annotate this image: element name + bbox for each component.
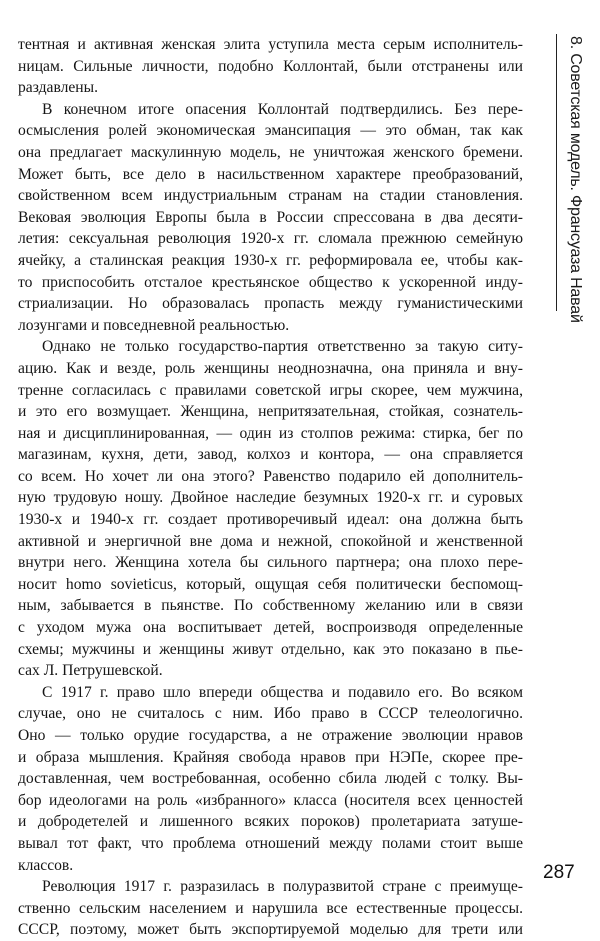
text-line: лозунгами и повседневной реальностью. [18, 316, 290, 334]
text-line: классов. [18, 856, 74, 874]
text-line: носит homo sovieticus, который, ощущая себя политически беспомощ- [18, 575, 523, 593]
paragraph [18, 876, 523, 941]
text-line: Революция 1917 г. разразилась в полуразвитой стране с преимуще- [42, 878, 523, 896]
page-number: 287 [543, 862, 575, 883]
text-line: 1930-х и 1940-х гг. создает противоречивый идеал: она должна быть [18, 511, 523, 529]
text-line: внутри него. Женщина хотела бы сильного партнера; она плохо пере- [18, 554, 523, 572]
text-line: сах Л. Петрушевской. [18, 662, 163, 680]
text-line: и добродетелей и лишенного всяких пороков) пролетариата затуше- [18, 813, 523, 831]
text-line: СССР, поэтому, может быть экспортируемой моделью для трети или [18, 921, 523, 939]
text-line: с уходом мужа она воспитывает детей, воспроизводя определенные [18, 619, 523, 637]
text-line: ным, забывается в пьянстве. По собственному желанию или в связи [18, 597, 523, 615]
text-line: С 1917 г. право шло впереди общества и подавило его. Во всяком [42, 683, 523, 701]
text-line: тентная и активная женская элита уступила места серым исполнитель- [18, 36, 523, 53]
text-line: Однако не только государство-партия ответственно за такую ситу- [42, 338, 523, 356]
running-head: 8. Советская модель. Франсуаза Навай [567, 36, 584, 323]
text-line: активной и энергичной вне дома и нежной, спокойной и женственной [18, 532, 523, 550]
text-line: и образа мышления. Крайняя свобода нравов при НЭПе, скорее пре- [18, 748, 523, 766]
text-line: магазинам, кухня, дети, завод, колхоз и контора, — она справляется [18, 446, 523, 464]
text-line: со всем. Но хочет ли она этого? Равенство подарило ей дополнитель- [18, 467, 523, 485]
paragraph [18, 99, 523, 337]
text-line: В конечном итоге опасения Коллонтай подтвердились. Без пере- [42, 100, 523, 118]
paragraph [18, 336, 523, 682]
text-line: и это его возмущает. Женщина, непритязательная, стойкая, сознатель- [18, 403, 523, 421]
text-line: Может быть, все дело в насильственном характере преобразований, [18, 165, 523, 183]
text-line: случае, оно не считалось с ним. Ибо право в СССР телеологично. [18, 705, 523, 723]
text-line: она предлагает маскулинную модель, не уничтожая женского бремени. [18, 143, 523, 161]
text-line: ная и дисциплинированная, — один из столпов режима: стирка, бег по [18, 424, 523, 442]
paragraph [18, 34, 523, 99]
text-line: летия: сексуальная революция 1920-х гг. сломала прежнюю семейную [18, 230, 523, 248]
paragraph [18, 682, 523, 876]
text-line: раздавлены. [18, 79, 99, 97]
text-line: ную трудовую ношу. Двойное наследие безумных 1920-х гг. и суровых [18, 489, 523, 507]
text-line: ячейку, а сталинская реакция 1930-х гг. реформировала ее, чтобы как- [18, 251, 523, 269]
text-line: Оно — только орудие государства, а не отражение эволюции нравов [18, 727, 523, 744]
text-line: Вековая эволюция Европы была в России спрессована в два десяти- [18, 208, 523, 226]
text-line: ственно сельским населением и нарушила все естественные процессы. [18, 899, 523, 917]
text-line: стриализации. Но образовалась пропасть между гуманистическими [18, 295, 523, 313]
text-line: осмысления ролей экономическая эмансипация — это обман, так как [18, 122, 523, 140]
text-line: бор идеологами на роль «избранного» класса (носителя всех ценностей [18, 791, 523, 809]
text-line: свойственном всем индустриальным странам на стадии становления. [18, 187, 523, 205]
text-line: доставленная, чем востребованная, особенно сбила людей с толку. Вы- [18, 770, 523, 788]
running-head-rule [556, 34, 557, 311]
body-text [18, 34, 523, 941]
text-line: тренне согласилась с правилами советской игры скорее, чем мужчина, [18, 381, 523, 399]
text-line: ацию. Как и везде, роль женщины неоднозначна, она приняла и вну- [18, 359, 523, 377]
text-line: то приспособить отсталое крестьянское общество к ускоренной инду- [18, 273, 523, 291]
text-line: вывал тот факт, что проблема отношений между полами стоит выше [18, 834, 523, 852]
text-line: схемы; мужчины и женщины живут отдельно, как это показано в пье- [18, 640, 523, 658]
text-line: ницам. Сильные личности, подобно Коллонтай, были отстранены или [18, 57, 523, 75]
